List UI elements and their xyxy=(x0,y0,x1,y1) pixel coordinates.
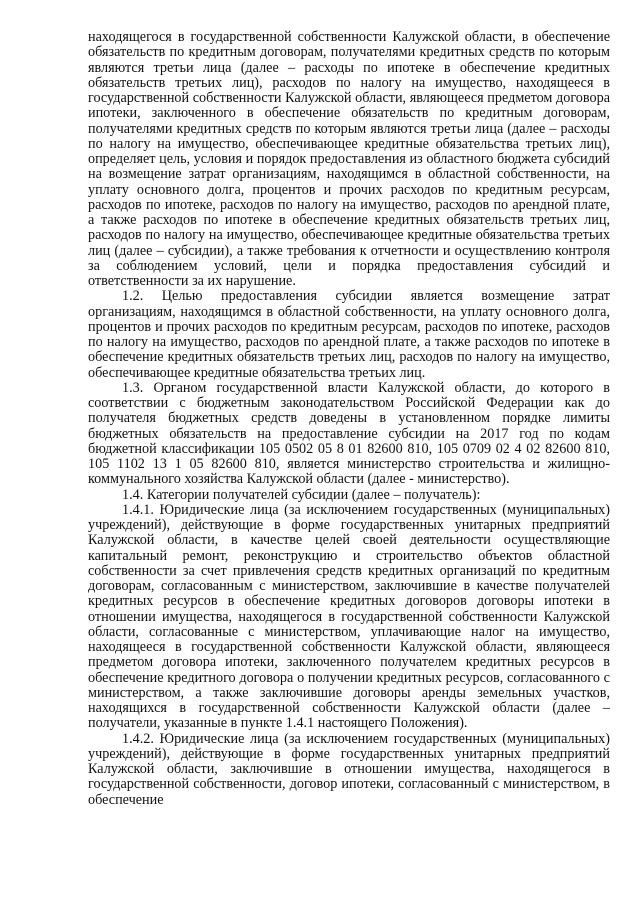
paragraph-1-2: 1.2. Целью предоставления субсидии является возмещение затрат организациям, находящимся в областной собственности, на уплату основного долга, процентов и прочих расходов по кредитным ресурсам, расходов по ипотеке, расходов по налогу на имущество, расходов по арендной плате, а также расходов по ипотеке в обеспечение кредитных обязательств третьих лиц, расходов по налогу на имущество, обеспечивающее кредитные обязательства третьих лиц. xyxy=(88,288,610,381)
document-page xyxy=(88,30,610,808)
paragraph-1-4-1: 1.4.1. Юридические лица (за исключением государственных (муниципальных) учреждений), действующие в форме государственных унитарных предприятий Калужской области, в качестве целей своей деятельности осуществляющие капитальный ремонт, реконструкцию и строительство объектов областной собственности за счет привлечения средств кредитных организаций по кредитным договорам, согласованным с министерством, заключившие в качестве получателей кредитных ресурсов в обеспечение кредитных договоров договоры ипотеки в отношении имущества, находящегося в государственной собственности Калужской области, согласованные с министерством, уплачивающие налог на имущество, находящееся в государственной собственности Калужской области, являющееся предметом договора ипотеки, заключенного получателем кредитных ресурсов в обеспечение кредитного договора о получении кредитных ресурсов, согласованного с министерством, а также заключившие договоры аренды земельных участков, находящихся в государственной собственности Калужской области (далее – получатели, указанные в пункте 1.4.1 настоящего Положения). xyxy=(88,501,610,732)
paragraph-1-1-continuation: находящегося в государственной собственности Калужской области, в обеспечение обязательств по кредитным договорам, получателями кредитных средств по которым являются третьи лица (далее – расходы по ипотеке в обеспечение кредитных обязательств третьих лиц), расходов по налогу на имущество, находящееся в государственной собственности Калужской области, являющееся предметом договора ипотеки, заключенного в обеспечение обязательств по кредитным договорам, получателями кредитных средств по которым являются третьи лица (далее – расходы по налогу на имущество, обеспечивающее кредитные обязательства третьих лиц), определяет цель, условия и порядок предоставления из областного бюджета субсидий на возмещение затрат организациям, находящимся в областной собственности, на уплату основного долга, процентов и прочих расходов по кредитным ресурсам, расходов по ипотеке, расходов по налогу на имущество, расходов по арендной плате, а также расходов по ипотеке в обеспечение кредитных обязательств третьих лиц, расходов по налогу на имущество, обеспечивающее кредитные обязательства третьих лиц (далее – субсидии), а также требования к отчетности и осуществлению контроля за соблюдением условий, цели и порядка предоставления субсидий и ответственности за их нарушение. xyxy=(88,29,610,289)
paragraph-1-4: 1.4. Категории получателей субсидии (далее – получатель): xyxy=(122,486,481,503)
paragraph-1-3: 1.3. Органом государственной власти Калужской области, до которого в соответствии с бюджетным законодательством Российской Федерации как до получателя бюджетных средств доведены в установленном порядке лимиты бюджетных обязательств на предоставление субсидии на 2017 год по кодам бюджетной классификации 105 0502 05 8 01 82600 810, 105 0709 02 4 02 82600 810, 105 1102 13 1 05 82600 810, является министерство строительства и жилищно-коммунального хозяйства Калужской области (далее - министерство). xyxy=(88,379,610,488)
paragraph-1-4-2: 1.4.2. Юридические лица (за исключением государственных (муниципальных) учреждений), действующие в форме государственных унитарных предприятий Калужской области, заключившие в отношении имущества, находящегося в государственной собственности, договор ипотеки, согласованный с министерством, в обеспечение xyxy=(88,730,610,808)
